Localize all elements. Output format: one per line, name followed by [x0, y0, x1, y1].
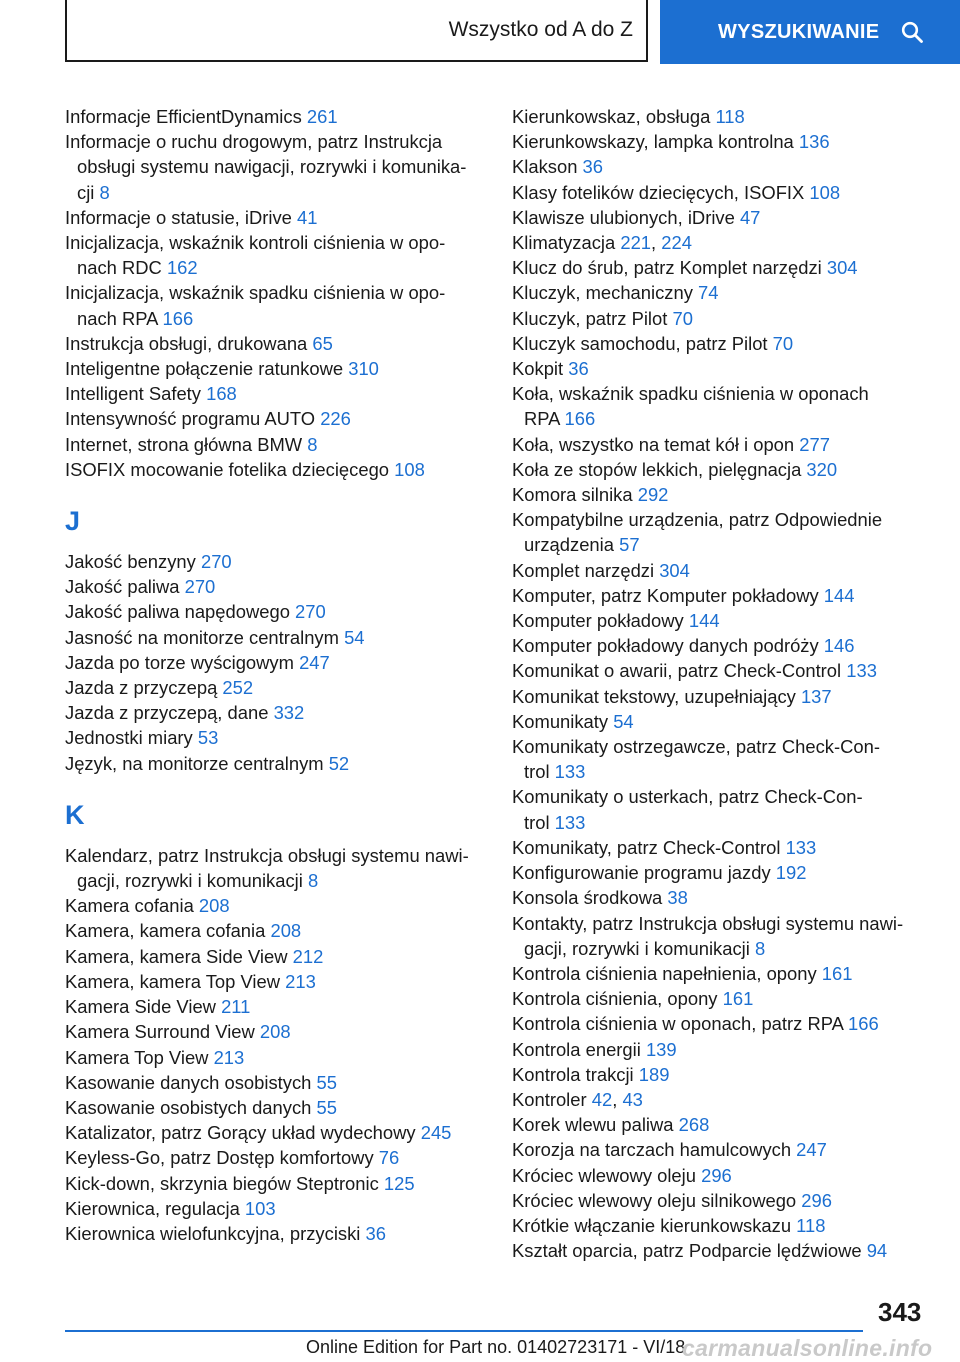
index-entry-text: Język, na monitorze centralnym: [65, 752, 329, 774]
index-entry: [512, 129, 932, 154]
index-entry-text: Informacje o ruchu drogowym, patrz Instrukcja: [65, 131, 443, 153]
page-link[interactable]: 310: [348, 358, 379, 380]
page-link[interactable]: 146: [823, 635, 855, 657]
index-entry: [512, 1188, 932, 1213]
page-link[interactable]: 139: [645, 1038, 677, 1060]
index-entry: [65, 1019, 485, 1044]
index-entry: [65, 104, 485, 129]
index-entry-text: cji: [77, 181, 100, 203]
index-entry: [512, 1037, 932, 1062]
index-entry-text: Komplet narzędzi: [512, 559, 660, 581]
index-entry-text: Informacje EfficientDynamics: [65, 106, 307, 127]
index-entry-text: Króciec wlewowy oleju silnikowego: [512, 1189, 802, 1211]
page-link[interactable]: 208: [270, 920, 302, 942]
index-entry: [512, 911, 932, 961]
index-entry-text: Klasy fotelików dziecięcych, ISOFIX: [512, 181, 810, 203]
index-entry: [512, 381, 932, 431]
page-link[interactable]: 270: [200, 551, 232, 573]
page-link[interactable]: 144: [823, 584, 855, 606]
index-column-right: [512, 104, 932, 1263]
page-link[interactable]: 292: [637, 484, 669, 506]
index-entry: Klimatyzacja 221, 224: [512, 232, 692, 254]
index-entry-text: Komora silnika: [512, 484, 638, 506]
index-entry-text: Koła, wszystko na temat kół i opon: [512, 433, 800, 455]
page-link[interactable]: 268: [678, 1114, 710, 1136]
page-link[interactable]: 55: [316, 1071, 337, 1093]
index-entry-text: Komputer, patrz Komputer pokładowy: [512, 584, 824, 606]
index-entry: [65, 1045, 485, 1070]
index-entry: [65, 969, 485, 994]
page-link[interactable]: 252: [222, 677, 254, 699]
footer-watermark: carmanualsonline.info: [682, 1335, 933, 1361]
index-entry: [65, 432, 485, 457]
page-link[interactable]: 261: [306, 106, 338, 127]
page-link[interactable]: 245: [420, 1122, 452, 1144]
page-link[interactable]: 304: [826, 257, 858, 279]
index-entry-text: Kierownica, regulacja: [65, 1197, 245, 1219]
index-entry: [65, 457, 485, 482]
index-entry-text: Kamera, kamera Top View: [65, 970, 286, 992]
page-link[interactable]: 8: [307, 870, 319, 892]
page-link[interactable]: 166: [564, 408, 596, 430]
index-entry: [65, 725, 485, 750]
index-entry: [65, 574, 485, 599]
index-entry-text: Kamera Top View: [65, 1046, 214, 1068]
index-entry-text: urządzenia: [524, 534, 620, 556]
index-entry-text: Kontakty, patrz Instrukcja obsługi systemu nawi-: [512, 912, 904, 934]
index-entry: [65, 1120, 485, 1145]
index-entry: [512, 784, 932, 834]
index-entry: [512, 1213, 932, 1238]
index-entry-text: Konfigurowanie programu jazdy: [512, 862, 776, 884]
page-link[interactable]: 76: [378, 1147, 400, 1169]
index-entry: [65, 1070, 485, 1095]
index-entry-text: obsługi systemu nawigacji, rozrywki i komunika-: [77, 156, 467, 178]
index-entry-text: Kompatybilne urządzenia, patrz Odpowiednie: [512, 509, 883, 531]
page-link[interactable]: 74: [698, 282, 719, 304]
page-link[interactable]: 94: [866, 1240, 888, 1262]
index-entry: [512, 482, 932, 507]
page-link[interactable]: 133: [554, 761, 586, 783]
index-entry: [512, 684, 932, 709]
index-entry: [65, 650, 485, 675]
index-entry: [65, 700, 485, 725]
index-entry: [512, 1238, 932, 1263]
index-entry-text: ISOFIX mocowanie fotelika dziecięcego: [65, 458, 395, 480]
page-link[interactable]: 42: [591, 1088, 613, 1110]
page-link[interactable]: 270: [295, 601, 326, 623]
index-entry: [512, 1011, 932, 1036]
page-link[interactable]: 304: [659, 559, 690, 581]
index-entry-text: Katalizator, patrz Gorący układ wydechowy: [65, 1122, 421, 1144]
page-link[interactable]: 211: [221, 996, 251, 1018]
index-entry-text: Komunikat tekstowy, uzupełniający: [512, 685, 801, 707]
page-link[interactable]: 118: [715, 106, 745, 127]
page-link[interactable]: 54: [344, 626, 365, 648]
index-entry-text: Komputer pokładowy: [512, 610, 689, 632]
index-entry: [512, 205, 932, 230]
page-link[interactable]: 36: [582, 156, 604, 178]
index-entry-text: Kontrola trakcji: [512, 1063, 639, 1085]
index-entry-text: Kontrola ciśnienia w oponach, patrz RPA: [512, 1013, 848, 1035]
page-link[interactable]: 213: [213, 1046, 245, 1068]
page-link[interactable]: 57: [619, 534, 640, 556]
index-entry: [512, 986, 932, 1011]
page-link[interactable]: 213: [285, 970, 316, 992]
index-entry-text: Komunikaty, patrz Check-Control: [512, 836, 786, 858]
index-entry-text: trol: [524, 761, 555, 783]
index-column-left: [65, 104, 485, 1246]
index-entry-text: Kontrola ciśnienia, opony: [512, 988, 723, 1010]
page-link[interactable]: 70: [772, 332, 794, 354]
page-link[interactable]: 54: [613, 710, 634, 732]
index-entry-text: Intensywność programu AUTO: [65, 408, 321, 430]
index-entry-text: Kontroler: [512, 1088, 592, 1110]
index-entry: [512, 1062, 932, 1087]
index-entry: [65, 1145, 485, 1170]
index-entry: [512, 255, 932, 280]
index-entry-text: Komunikaty: [512, 710, 614, 732]
index-entry-text: Kasowanie osobistych danych: [65, 1096, 317, 1118]
index-entry-text: Koła ze stopów lekkich, pielęgnacja: [512, 458, 807, 480]
index-entry: [512, 154, 932, 179]
index-entry-text: Jazda z przyczepą, dane: [65, 702, 274, 724]
index-entry: [512, 457, 932, 482]
page-link[interactable]: 166: [848, 1013, 879, 1035]
index-entry: [512, 583, 932, 608]
index-entry-text: RPA: [524, 408, 565, 430]
index-entry: [512, 356, 932, 381]
index-entry: [65, 675, 485, 700]
page-link[interactable]: 8: [99, 181, 110, 203]
page-link[interactable]: 36: [568, 358, 589, 380]
search-tab[interactable]: [660, 0, 960, 64]
index-entry-text: Kamera cofania: [65, 895, 199, 917]
index-entry: [65, 381, 485, 406]
page-link[interactable]: 8: [754, 937, 766, 959]
index-entry: [65, 1171, 485, 1196]
section-letter: J: [65, 506, 81, 537]
index-entry-text: Korek wlewu paliwa: [512, 1114, 679, 1136]
index-entry-text: Kształt oparcia, patrz Podparcie lędźwiowe: [512, 1240, 867, 1262]
index-entry: [65, 230, 485, 280]
index-entry-text: Kluczyk, mechaniczny: [512, 282, 699, 304]
index-entry: [65, 129, 485, 205]
index-entry-text: Kamera, kamera Side View: [65, 945, 293, 967]
index-entry-text: nach RDC: [77, 257, 167, 279]
footer-divider: [65, 1330, 863, 1332]
page-link[interactable]: 208: [259, 1021, 291, 1043]
index-entry-text: Kalendarz, patrz Instrukcja obsługi systemu nawi-: [65, 844, 469, 866]
page-link[interactable]: 224: [661, 232, 692, 254]
page-link[interactable]: 43: [622, 1088, 643, 1110]
index-entry-text: Kasowanie danych osobistych: [65, 1071, 317, 1093]
index-entry-text: Korozja na tarczach hamulcowych: [512, 1139, 797, 1161]
index-entry-text: Internet, strona główna BMW: [65, 433, 308, 455]
index-entry-text: Kierunkowskazy, lampka kontrolna: [512, 131, 799, 153]
page-link[interactable]: 137: [800, 685, 832, 707]
index-entry: [65, 1221, 485, 1246]
page-link[interactable]: 166: [162, 307, 194, 329]
index-entry-text: Inicjalizacja, wskaźnik kontroli ciśnienia w opo-: [65, 232, 446, 254]
index-entry: [512, 734, 932, 784]
index-entry: [65, 625, 485, 650]
index-entry-text: Króciec wlewowy oleju: [512, 1164, 702, 1186]
index-entry: [65, 356, 485, 381]
index-entry-text: Keyless-Go, patrz Dostęp komfortowy: [65, 1147, 379, 1169]
page-link[interactable]: 108: [809, 181, 841, 203]
search-tab-label: WYSZUKIWANIE: [718, 20, 880, 43]
index-entry-text: Informacje o statusie, iDrive: [65, 206, 298, 228]
index-entry-text: Klimatyzacja: [512, 232, 621, 254]
page-link[interactable]: 296: [801, 1189, 832, 1211]
page-link[interactable]: 133: [785, 836, 817, 858]
index-entry: [512, 331, 932, 356]
page-link[interactable]: 168: [206, 383, 237, 405]
index-entry-text: gacji, rozrywki i komunikacji: [524, 937, 755, 959]
index-entry-text: Inicjalizacja, wskaźnik spadku ciśnienia w opo-: [65, 282, 446, 304]
page-link[interactable]: 247: [796, 1139, 827, 1161]
page-link[interactable]: 212: [292, 945, 324, 967]
index-entry-text: Kick-down, skrzynia biegów Steptronic: [65, 1172, 384, 1194]
section-letter: K: [65, 799, 85, 830]
index-entry: [65, 331, 485, 356]
index-entry: [65, 944, 485, 969]
page-link[interactable]: 47: [739, 206, 761, 228]
page-link[interactable]: 162: [166, 257, 198, 279]
page-link[interactable]: 103: [244, 1197, 276, 1219]
page-link[interactable]: 133: [554, 811, 586, 833]
page-link[interactable]: 161: [821, 962, 853, 984]
page-link[interactable]: 270: [184, 576, 216, 598]
index-entry-text: Klakson: [512, 156, 583, 178]
index-entry: [512, 306, 932, 331]
index-entry-text: Kierownica wielofunkcyjna, przyciski: [65, 1222, 366, 1244]
page-link[interactable]: 55: [316, 1096, 337, 1118]
index-entry-text: Kluczyk, patrz Pilot: [512, 307, 673, 329]
page-link[interactable]: 296: [701, 1164, 732, 1186]
index-entry: [512, 860, 932, 885]
footer: [0, 1333, 960, 1362]
page-link[interactable]: 277: [799, 433, 830, 455]
index-entry: [512, 1112, 932, 1137]
index-entry: [512, 104, 932, 129]
page-link[interactable]: 41: [297, 206, 318, 228]
page-link[interactable]: 53: [197, 727, 219, 749]
page-link[interactable]: 136: [798, 131, 830, 153]
index-entry-text: Konsola środkowa: [512, 887, 668, 909]
index-entry-text: trol: [524, 811, 555, 833]
index-entry-text: gacji, rozrywki i komunikacji: [77, 870, 308, 892]
page-link[interactable]: 332: [273, 702, 305, 724]
index-entry: Kontroler 42, 43: [512, 1088, 643, 1110]
index-entry: [65, 599, 485, 624]
page-link[interactable]: 52: [328, 752, 350, 774]
page-link[interactable]: 189: [638, 1063, 670, 1085]
index-entry-text: Jakość paliwa napędowego: [65, 601, 296, 623]
index-entry-text: Koła, wskaźnik spadku ciśnienia w oponach: [512, 383, 869, 405]
index-entry-text: Jazda z przyczepą: [65, 677, 223, 699]
index-entry-text: Komunikaty ostrzegawcze, patrz Check-Con-: [512, 736, 880, 758]
index-entry-text: Inteligentne połączenie ratunkowe: [65, 358, 349, 380]
index-entry: [512, 1163, 932, 1188]
index-entry-text: Kontrola ciśnienia napełnienia, opony: [512, 962, 822, 984]
index-entry-text: Klawisze ulubionych, iDrive: [512, 206, 740, 228]
index-entry-text: Kluczyk samochodu, patrz Pilot: [512, 332, 773, 354]
page-link[interactable]: 247: [299, 651, 330, 673]
index-entry: [65, 280, 485, 330]
index-entry-text: Jakość paliwa: [65, 576, 185, 598]
page-number: 343: [878, 1297, 922, 1327]
index-entry: [65, 751, 485, 776]
index-entry: [512, 885, 932, 910]
top-navigation: [0, 0, 960, 66]
page-link[interactable]: 8: [307, 433, 318, 455]
index-entry-text: Kamera, kamera cofania: [65, 920, 271, 942]
page-link[interactable]: 65: [312, 332, 333, 354]
index-entry-text: Jasność na monitorze centralnym: [65, 626, 345, 648]
page-link[interactable]: 226: [320, 408, 351, 430]
index-entry: [512, 608, 932, 633]
page-link[interactable]: 208: [198, 895, 230, 917]
index-entry: [512, 835, 932, 860]
page-link[interactable]: 38: [667, 887, 688, 909]
index-entry-text: Komputer pokładowy danych podróży: [512, 635, 824, 657]
index-entry: [65, 1196, 485, 1221]
index-entry-text: Jakość benzyny: [65, 551, 201, 573]
page-link[interactable]: 221: [620, 232, 652, 254]
index-entry-text: Klucz do śrub, patrz Komplet narzędzi: [512, 257, 827, 279]
page-link[interactable]: 70: [672, 307, 693, 329]
index-entry: [65, 994, 485, 1019]
index-entry: [65, 1095, 485, 1120]
index-entry-text: Krótkie włączanie kierunkowskazu: [512, 1214, 797, 1236]
footer-edition: Online Edition for Part no. 01402723171 - VI/18: [306, 1337, 686, 1357]
search-icon: [901, 21, 923, 43]
index-entry: [512, 1137, 932, 1162]
page-link[interactable]: 320: [806, 458, 838, 480]
index-entry-text: Komunikat o awarii, patrz Check-Control: [512, 660, 847, 682]
index-entry-text: nach RPA: [77, 307, 163, 329]
index-entry-text: Kamera Surround View: [65, 1021, 260, 1043]
index-entry: [65, 843, 485, 893]
tab-a-to-z[interactable]: Wszystko od A do Z: [65, 0, 648, 62]
page-link[interactable]: 192: [775, 862, 807, 884]
page-link[interactable]: 125: [383, 1172, 415, 1194]
index-entry-text: Kontrola energii: [512, 1038, 646, 1060]
index-entry: [512, 633, 932, 658]
index-entry: [512, 432, 932, 457]
index-entry: [65, 918, 485, 943]
index-entry: [65, 205, 485, 230]
index-entry-text: Kokpit: [512, 358, 569, 380]
index-entry-text: Instrukcja obsługi, drukowana: [65, 332, 313, 354]
index-entry: [512, 558, 932, 583]
index-entry-text: Jednostki miary: [65, 727, 198, 749]
index-entry: [512, 180, 932, 205]
page-link[interactable]: 118: [796, 1214, 826, 1236]
index-entry: [512, 280, 932, 305]
index-entry-text: Jazda po torze wyścigowym: [65, 651, 300, 673]
index-entry: [512, 961, 932, 986]
page-link[interactable]: 108: [394, 458, 425, 480]
index-entry: [512, 709, 932, 734]
index-entry-text: Kamera Side View: [65, 996, 222, 1018]
index-entry-text: Kierunkowskaz, obsługa: [512, 106, 716, 127]
page-link[interactable]: 133: [846, 660, 877, 682]
index-entry: [512, 658, 932, 683]
page-link[interactable]: 161: [722, 988, 754, 1010]
index-entry: [65, 406, 485, 431]
index-entry-text: Intelligent Safety: [65, 383, 207, 405]
index-entry: [65, 893, 485, 918]
page-link[interactable]: 36: [365, 1222, 386, 1244]
page-link[interactable]: 144: [688, 610, 720, 632]
index-entry-text: Komunikaty o usterkach, patrz Check-Con-: [512, 786, 863, 808]
index-entry: [512, 507, 932, 557]
index-entry: [65, 549, 485, 574]
